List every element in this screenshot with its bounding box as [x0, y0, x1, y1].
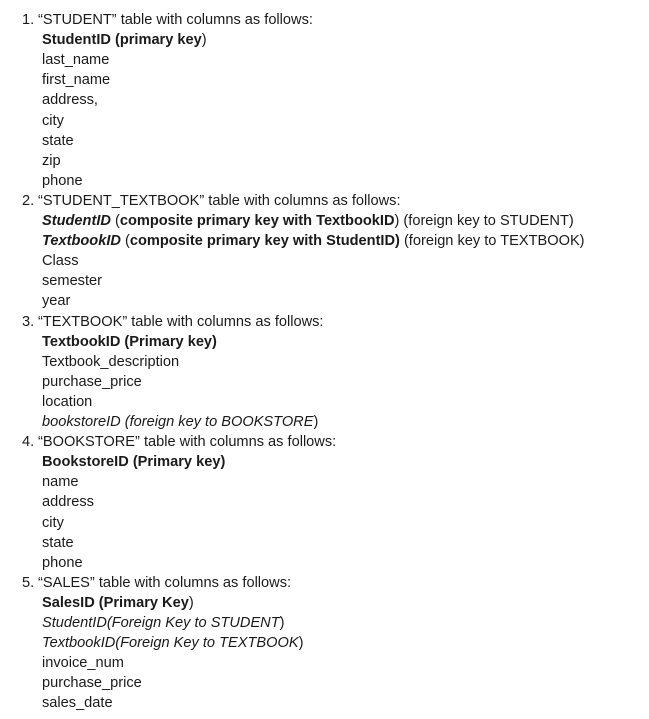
column-entry: [42, 50, 109, 70]
column-text: BookstoreID (Primary key): [42, 454, 226, 471]
column-text: StudentID: [42, 213, 111, 229]
column-text: zip: [42, 152, 61, 169]
column-text: ): [201, 32, 207, 49]
column-text: semester: [42, 273, 103, 290]
table-description: “SALES” table with columns as follows:: [38, 574, 292, 591]
column-text: StudentID(Foreign Key to STUDENT: [42, 615, 280, 631]
column-entry: [42, 553, 83, 573]
column-text: first_name: [42, 72, 111, 89]
column-text: invoice_num: [42, 655, 124, 672]
column-entry: [42, 693, 113, 713]
column-text: name: [42, 474, 79, 491]
list-item-heading: [22, 573, 291, 593]
column-entry: [42, 633, 303, 653]
table-description: “TEXTBOOK” table with columns as follows:: [38, 313, 324, 330]
column-entry: [42, 291, 70, 311]
column-entry: [42, 392, 92, 412]
column-entry: [42, 352, 179, 372]
column-text: ): [298, 635, 304, 652]
column-text: TextbookID(Foreign Key to TEXTBOOK: [42, 635, 299, 652]
column-text: state: [42, 132, 74, 149]
column-entry: [42, 513, 64, 533]
list-item-heading: [22, 312, 323, 332]
column-entry: [42, 472, 79, 492]
column-entry: [42, 30, 207, 50]
column-text: (: [120, 233, 130, 250]
column-entry: [42, 412, 318, 432]
column-entry: [42, 151, 61, 171]
column-text: ): [279, 615, 285, 631]
column-text: composite primary key with StudentID): [129, 233, 400, 250]
column-text: city: [42, 112, 64, 129]
column-text: composite primary key with TextbookID: [119, 213, 395, 229]
column-entry: [42, 111, 64, 131]
column-entry: [42, 90, 98, 110]
column-entry: [42, 533, 74, 553]
table-description: “BOOKSTORE” table with columns as follows:: [38, 434, 337, 451]
column-text: sales_date: [42, 695, 113, 712]
column-entry: [42, 593, 194, 613]
column-entry: [42, 251, 79, 271]
column-text: StudentID (primary key: [42, 32, 202, 49]
list-item-heading: [22, 10, 313, 30]
column-entry: [42, 131, 74, 151]
column-text: address,: [42, 92, 98, 109]
column-text: purchase_price: [42, 373, 142, 390]
column-text: phone: [42, 554, 83, 571]
column-entry: [42, 211, 574, 231]
column-text: SalesID (Primary Key: [42, 594, 189, 611]
list-item-number: 5.: [22, 574, 35, 591]
column-text: bookstoreID (foreign key to BOOKSTORE: [42, 414, 314, 430]
table-description: “STUDENT” table with columns as follows:: [38, 12, 313, 28]
column-text: address: [42, 494, 94, 511]
column-entry: [42, 271, 102, 291]
list-item-heading: [22, 191, 401, 211]
column-entry: [42, 492, 94, 512]
column-text: (foreign key to TEXTBOOK): [399, 233, 585, 250]
table-description: “STUDENT_TEXTBOOK” table with columns as follows:: [38, 192, 401, 209]
column-entry: [42, 653, 124, 673]
column-text: city: [42, 514, 64, 531]
column-text: location: [42, 393, 93, 410]
list-item-number: 1.: [22, 12, 35, 28]
column-text: TextbookID: [42, 233, 121, 250]
column-text: ): [313, 414, 319, 430]
column-text: (: [110, 213, 120, 229]
column-text: ): [188, 594, 194, 611]
column-text: last_name: [42, 52, 110, 69]
list-item-number: 3.: [22, 313, 35, 330]
column-text: state: [42, 534, 74, 551]
column-text: Textbook_description: [42, 353, 180, 370]
column-entry: [42, 231, 585, 251]
column-entry: [42, 372, 142, 392]
list-item-heading: [22, 432, 336, 452]
column-entry: [42, 452, 225, 472]
column-text: year: [42, 293, 71, 310]
list-item-number: 4.: [22, 434, 35, 451]
column-text: phone: [42, 172, 83, 189]
column-entry: [42, 613, 285, 633]
column-text: purchase_price: [42, 675, 142, 692]
column-text: TextbookID (Primary key): [42, 333, 217, 350]
column-entry: [42, 673, 142, 693]
column-entry: [42, 171, 83, 191]
column-text: ) (foreign key to STUDENT): [394, 213, 574, 229]
list-item-number: 2.: [22, 192, 35, 209]
column-entry: [42, 70, 110, 90]
column-entry: [42, 332, 217, 352]
column-text: Class: [42, 253, 79, 270]
